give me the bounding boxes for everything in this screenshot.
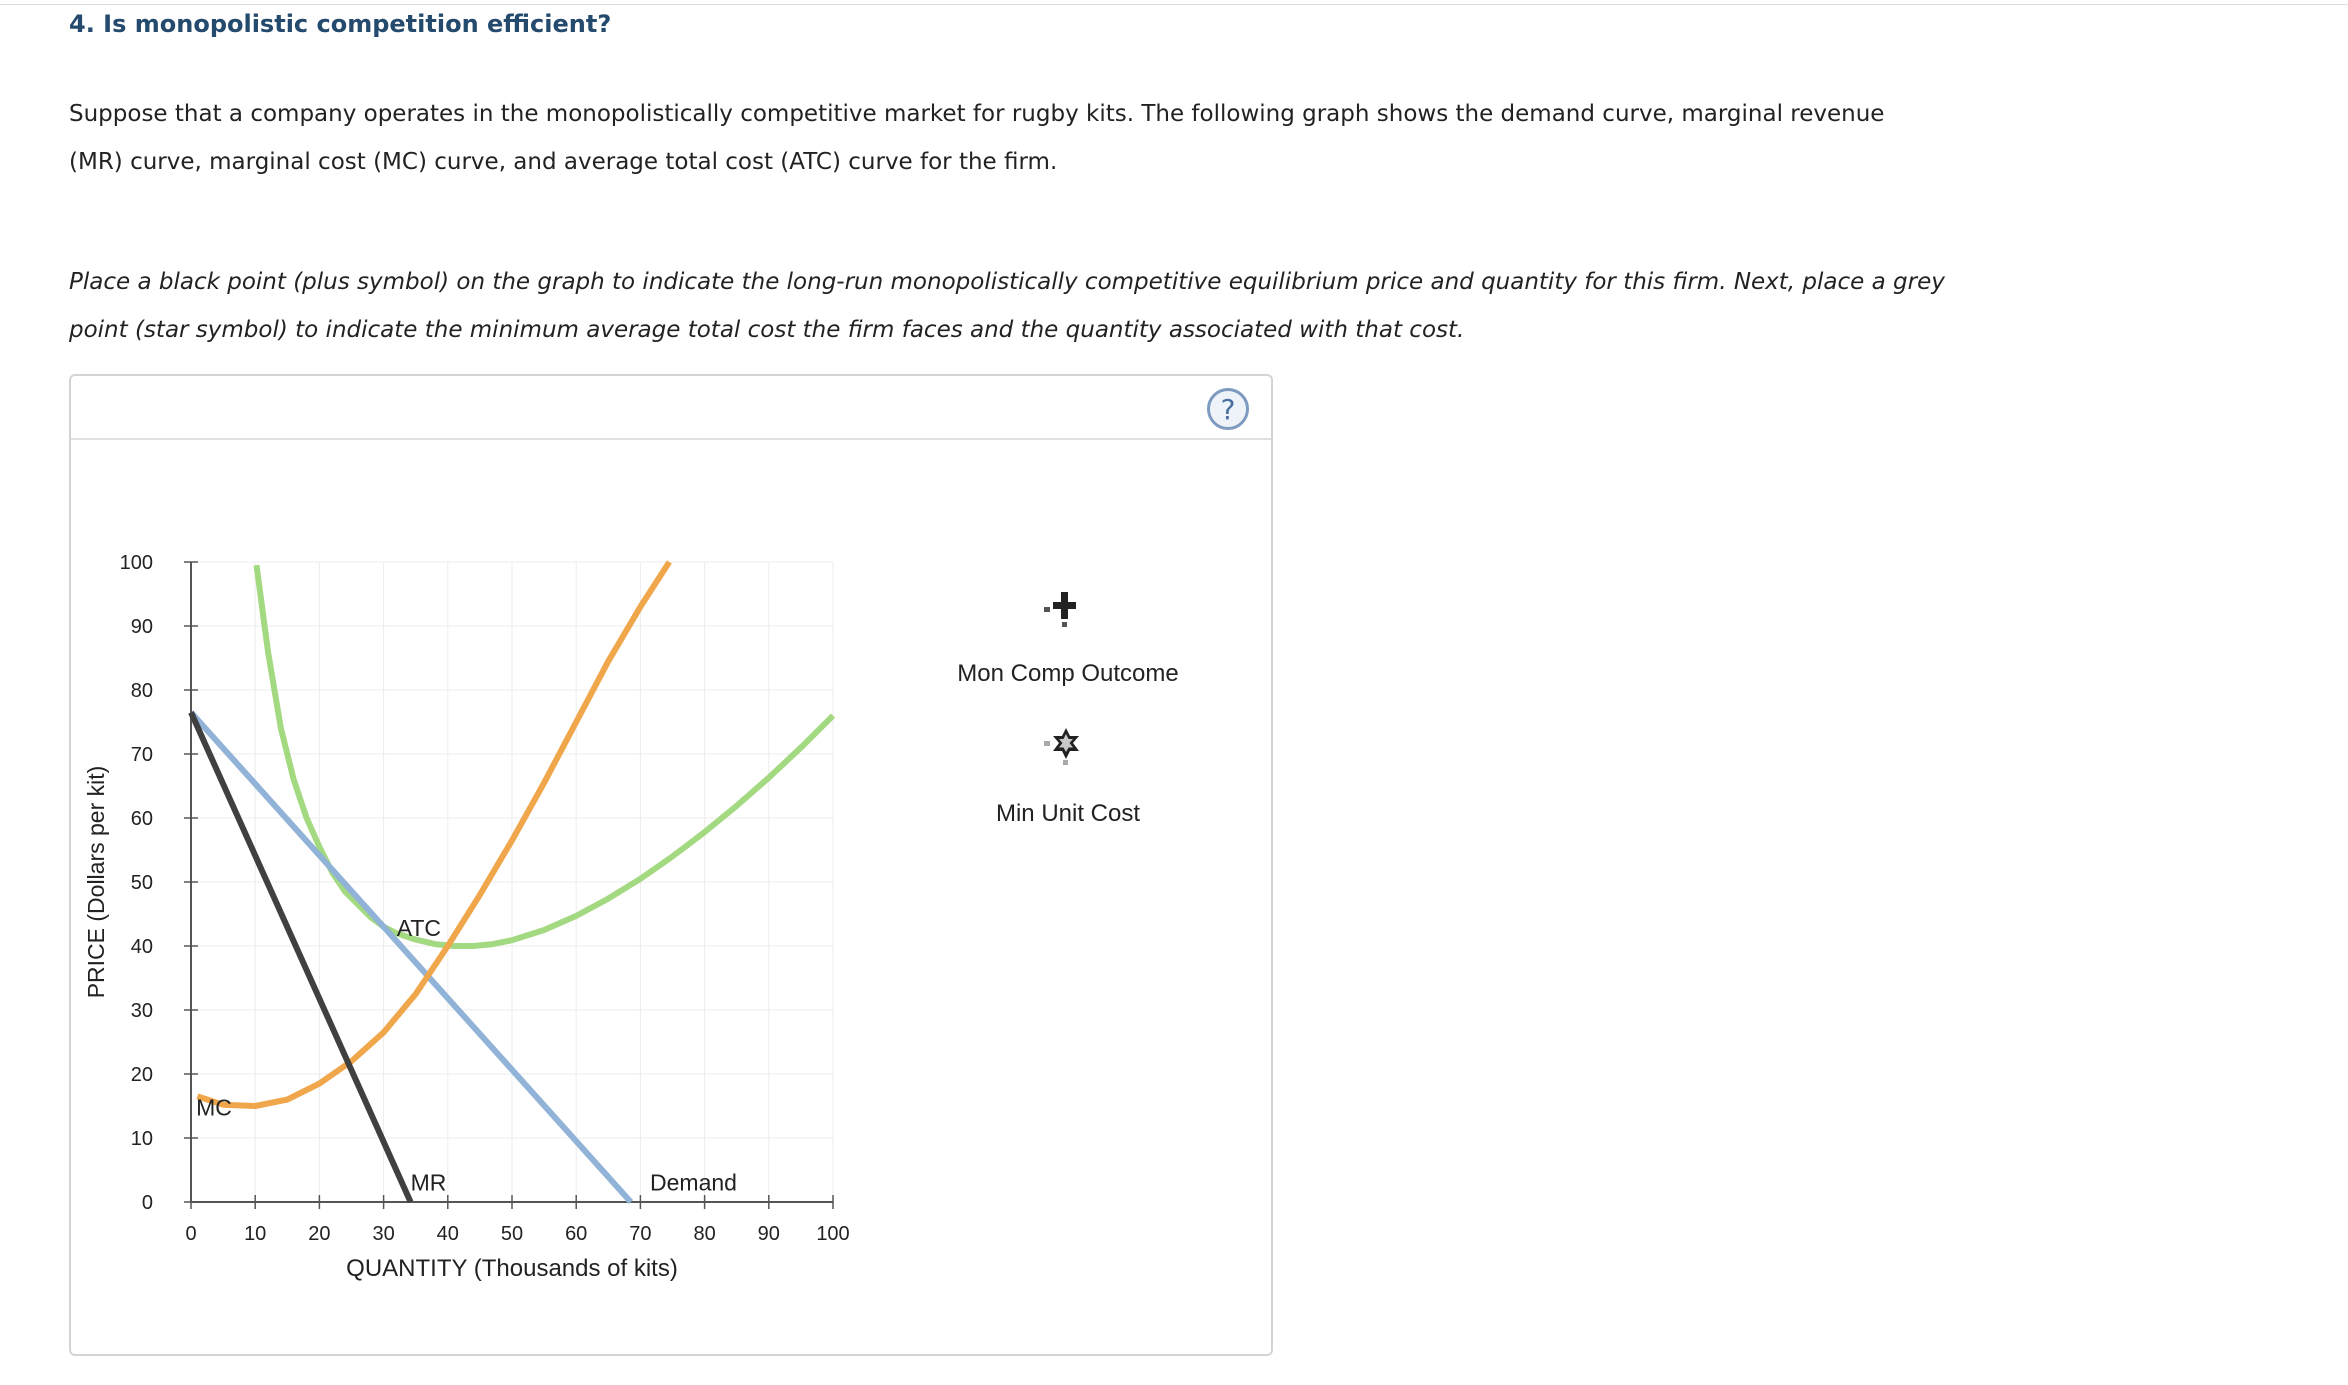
x-tick-label: 50 [500,1223,524,1245]
x-tick-label: 90 [757,1223,780,1245]
x-tick-label: 100 [816,1223,850,1245]
series-label-atc: ATC [396,914,442,941]
star-icon [1041,722,1091,768]
x-tick-label: 0 [185,1223,197,1245]
graph-panel [69,374,1273,1356]
top-divider [0,4,2348,5]
tool-label-min-unit-cost: Min Unit Cost [995,800,1141,827]
y-tick-label: 0 [141,1192,153,1214]
series-label-mr: MR [410,1169,447,1196]
x-tick-label: 10 [244,1223,267,1245]
y-tick-label: 60 [130,808,153,830]
y-tick-label: 40 [130,936,153,958]
y-tick-label: 90 [130,616,153,638]
tool-mon-comp-outcome[interactable] [1041,586,1091,632]
y-tick-label: 10 [130,1128,153,1150]
chart-svg[interactable] [71,376,1271,1354]
tool-min-unit-cost[interactable] [1041,722,1091,768]
series-label-mc: MC [196,1094,232,1121]
x-tick-label: 30 [372,1223,395,1245]
series-label-demand: Demand [650,1169,737,1196]
x-tick-label: 40 [436,1223,459,1245]
plus-icon [1041,586,1091,632]
y-tick-label: 20 [130,1064,153,1086]
help-button[interactable]: ? [1207,388,1249,430]
question-instructions: Place a black point (plus symbol) on the graph to indicate the long-run monopolistically competitive equilibrium price and quantity for this firm. Next, place a grey point (star symbol) to indicate the minimum average total cost the firm faces and the quantity associated with that cost. [69,269,1945,343]
series-mr-line[interactable] [191,712,411,1202]
y-axis-title: PRICE (Dollars per kit) [83,765,109,999]
y-tick-label: 80 [130,680,153,702]
x-tick-label: 20 [308,1223,331,1245]
y-tick-label: 70 [130,744,153,766]
series-demand-line[interactable] [191,712,631,1202]
y-tick-label: 100 [119,552,153,574]
question-title: 4. Is monopolistic competition efficient? [69,10,612,38]
series-atc-line[interactable] [257,565,834,946]
x-tick-label: 80 [693,1223,716,1245]
tool-label-mon-comp-outcome: Mon Comp Outcome [957,660,1179,687]
y-tick-label: 50 [130,872,153,894]
x-tick-label: 70 [629,1223,652,1245]
x-axis-title: QUANTITY (Thousands of kits) [346,1255,678,1282]
y-tick-label: 30 [130,1000,153,1022]
question-intro: Suppose that a company operates in the monopolistically competitive market for rugby kits. The following graph shows the demand curve, marginal revenue (MR) curve, marginal cost (MC) curve, and average total cost (ATC) curve for the firm. [69,101,1885,175]
x-tick-label: 60 [565,1223,588,1245]
